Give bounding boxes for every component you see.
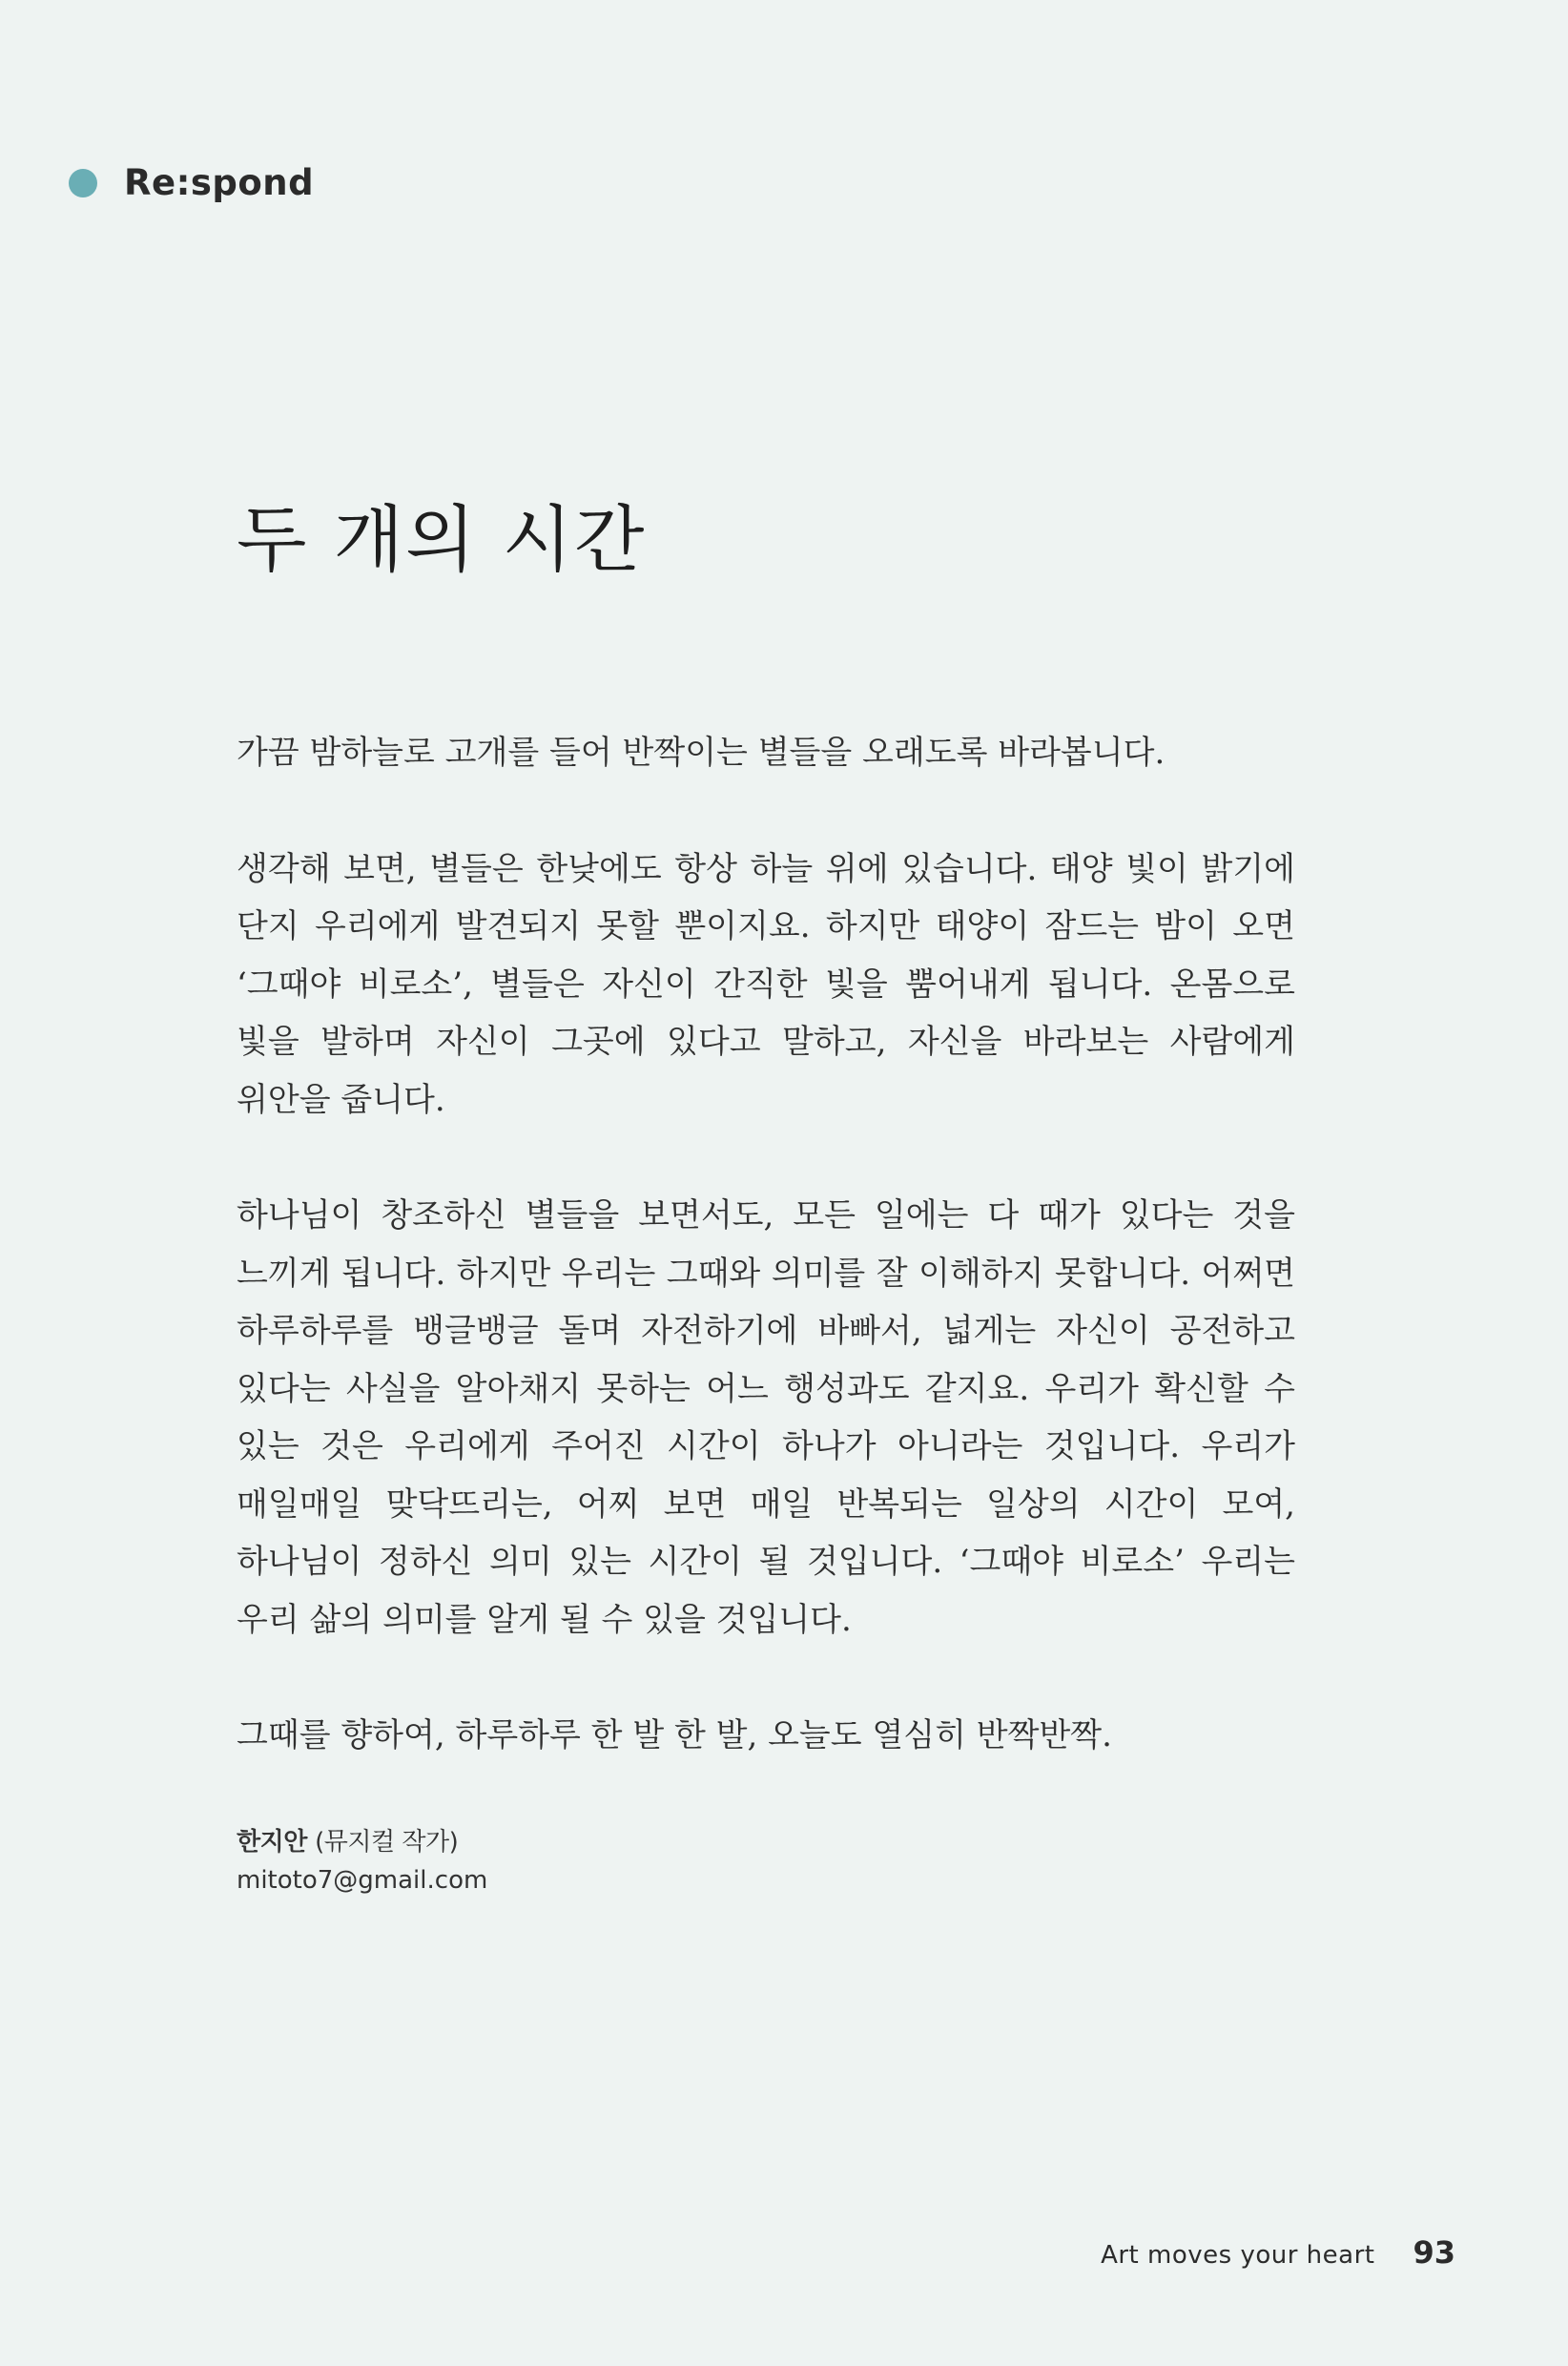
section-label: Re:spond — [124, 162, 315, 203]
section-tag — [69, 162, 314, 203]
paragraph-4: 그때를 향하여, 하루하루 한 발 한 발, 오늘도 열심히 반짝반짝. — [237, 1716, 1112, 1755]
author-role: (뮤지컬 작가) — [315, 1827, 459, 1857]
paragraph-3: 하나님이 창조하신 별들을 보면서도, 모든 일에는 다 때가 있다는 것을 느끼게 됩니다. 하지만 우리는 그때와 의미를 잘 이해하지 못합니다. 어쩌면 하루하루를 뱅글뱅글 돌며 자전하기에 바빠서, 넓게는 자신이 공전하고 있다는 사실을 알아채지 못하는 어느 행성과도 같지요. 우리가 확신할 수 있는 것은 우리에게 주어진 시간이 하나가 아니라는 것입니다. 우리가 매일매일 맞닥뜨리는, 어찌 보면 매일 반복되는 일상의 시간이 모여, 하나님이 정하신 의미 있는 시간이 될 것입니다. ‘그때야 비로소’ 우리는 우리 삶의 의미를 알게 될 수 있을 것입니다. — [237, 1196, 1295, 1639]
section-dot-icon — [69, 169, 97, 197]
article — [237, 496, 1295, 1899]
author-block — [237, 1823, 1295, 1899]
author-line — [237, 1823, 1295, 1861]
footer-tagline: Art moves your heart — [1101, 2241, 1375, 2270]
article-title: 두 개의 시간 — [237, 497, 647, 582]
author-name: 한지안 — [237, 1827, 307, 1857]
author-email: mitoto7@gmail.com — [237, 1865, 488, 1895]
paragraph-2: 생각해 보면, 별들은 한낮에도 항상 하늘 위에 있습니다. 태양 빛이 밝기에 단지 우리에게 발견되지 못할 뿐이지요. 하지만 태양이 잠드는 밤이 오면 ‘그때야 비로소’, 별들은 자신이 간직한 빛을 뿜어내게 됩니다. 온몸으로 빛을 발하며 자신이 그곳에 있다고 말하고, 자신을 바라보는 사람에게 위안을 줍니다. — [237, 849, 1295, 1119]
page-footer — [1101, 2234, 1455, 2271]
paragraph-1: 가끔 밤하늘로 고개를 들어 반짝이는 별들을 오래도록 바라봅니다. — [237, 734, 1166, 773]
page-number: 93 — [1413, 2234, 1455, 2271]
